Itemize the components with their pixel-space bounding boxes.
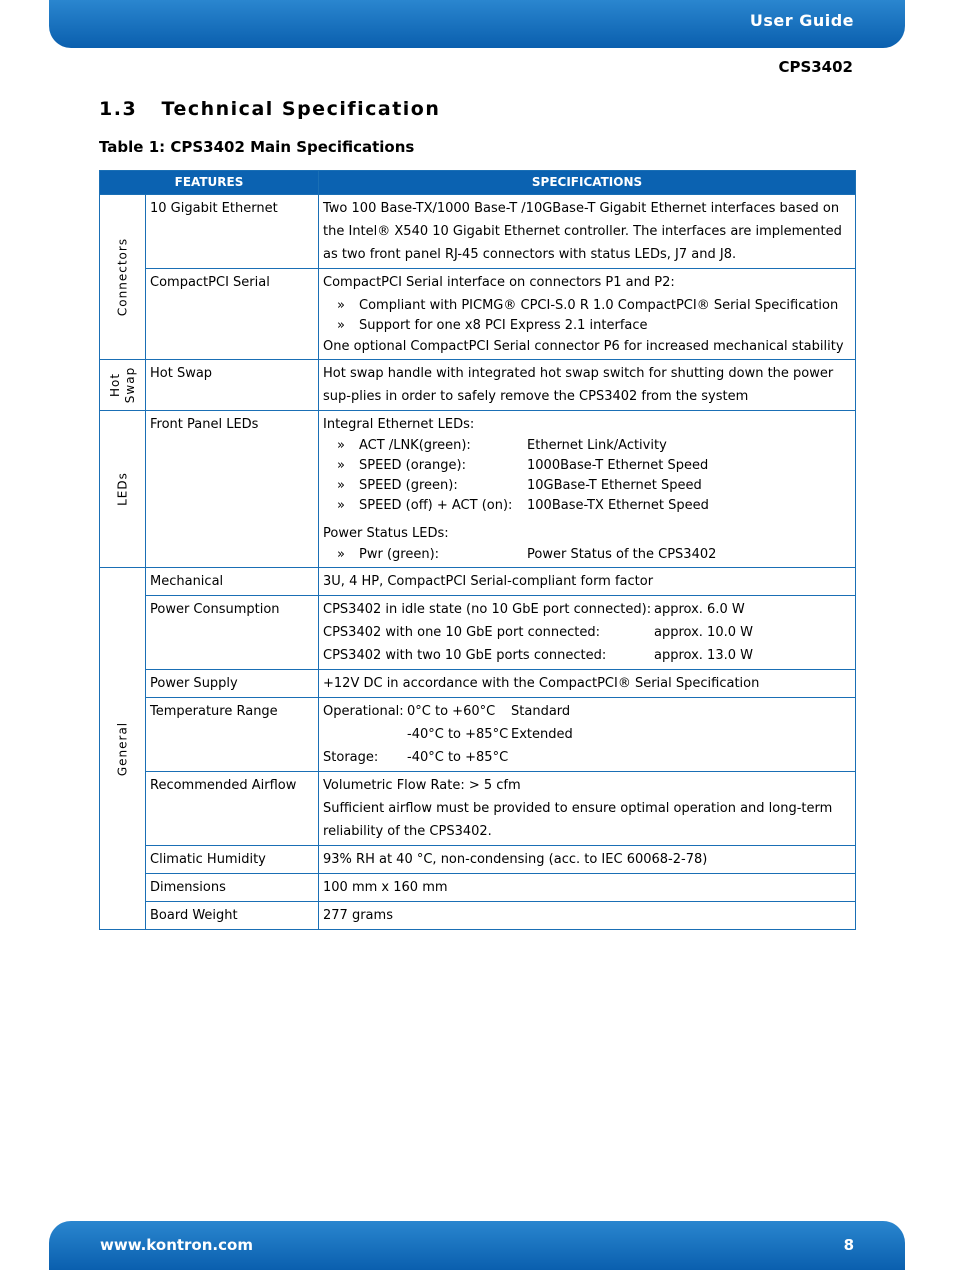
group-cell	[100, 360, 146, 411]
led-item: » Pwr (green): Power Status of the CPS3402	[323, 545, 851, 565]
bullet-glyph: »	[337, 318, 345, 333]
bullet-glyph: »	[337, 438, 345, 453]
table-row	[100, 269, 856, 360]
table-row	[100, 698, 856, 772]
table-row	[100, 596, 856, 670]
temperature-line: -40°C to +85°C Extended	[407, 727, 573, 742]
group-label-general: General	[115, 721, 129, 776]
section-name: Technical Specification	[161, 98, 441, 120]
table-row	[100, 195, 856, 269]
spec-cell: 93% RH at 40 °C, non-condensing (acc. to IEC 60068-2-78)	[319, 846, 856, 874]
table-row	[100, 846, 856, 874]
led-item: » ACT /LNK(green): Ethernet Link/Activity	[323, 436, 851, 456]
features-column-header: FEATURES	[100, 171, 319, 195]
spec-cell	[319, 772, 856, 846]
power-line: CPS3402 with two 10 GbE ports connected: approx. 13.0 W	[323, 648, 753, 663]
spec-cell: +12V DC in accordance with the CompactPCI® Serial Specification	[319, 670, 856, 698]
feature-cell: Mechanical	[146, 568, 319, 596]
spec-cell	[319, 596, 856, 670]
spec-cell: 100 mm x 160 mm	[319, 874, 856, 902]
footer-website-link[interactable]: www.kontron.com	[100, 1236, 253, 1254]
feature-cell: Climatic Humidity	[146, 846, 319, 874]
bullet-glyph: »	[337, 498, 345, 513]
table-row	[100, 568, 856, 596]
table-row	[100, 772, 856, 846]
table-row	[100, 874, 856, 902]
group-label-connectors: Connectors	[115, 237, 129, 317]
power-line: CPS3402 in idle state (no 10 GbE port connected): approx. 6.0 W	[323, 602, 745, 617]
feature-cell: Recommended Airflow	[146, 772, 319, 846]
led-item: » SPEED (off) + ACT (on): 100Base-TX Ethernet Speed	[323, 496, 851, 516]
spec-cell	[319, 411, 856, 568]
table-row	[100, 411, 856, 568]
spec-cell: Two 100 Base-TX/1000 Base-T /10GBase-T Gigabit Ethernet interfaces based on the Intel® X540 10 Gigabit Ethernet controller. The interfaces are implemented as two front panel RJ-45 connectors with status LEDs, J7 and J8.	[319, 195, 856, 269]
group-cell	[100, 411, 146, 568]
temperature-line: Operational: 0°C to +60°C Standard	[323, 704, 571, 719]
feature-cell: Power Consumption	[146, 596, 319, 670]
header-title: User Guide	[749, 11, 854, 30]
table-row	[100, 670, 856, 698]
bullet-glyph: »	[337, 298, 345, 313]
specifications-column-header: SPECIFICATIONS	[319, 171, 856, 195]
feature-cell: CompactPCI Serial	[146, 269, 319, 360]
spec-outro: One optional CompactPCI Serial connector P6 for increased mechanical stability	[323, 339, 844, 354]
specifications-table	[99, 170, 856, 930]
led-heading-ethernet: Integral Ethernet LEDs:	[323, 417, 475, 432]
group-cell	[100, 568, 146, 930]
feature-cell: Temperature Range	[146, 698, 319, 772]
led-heading-power: Power Status LEDs:	[323, 526, 449, 541]
table-caption: Table 1: CPS3402 Main Specifications	[99, 138, 415, 156]
temperature-line: Storage: -40°C to +85°C	[323, 750, 509, 765]
feature-cell: 10 Gigabit Ethernet	[146, 195, 319, 269]
group-cell	[100, 195, 146, 360]
document-id: CPS3402	[778, 58, 853, 76]
bullet-item: » Compliant with PICMG® CPCI-S.0 R 1.0 CompactPCI® Serial Specification	[323, 296, 851, 316]
table-header-row	[100, 171, 856, 195]
bullet-glyph: »	[337, 458, 345, 473]
feature-cell: Board Weight	[146, 902, 319, 930]
power-line: CPS3402 with one 10 GbE port connected: approx. 10.0 W	[323, 625, 753, 640]
header-bar	[49, 0, 905, 48]
spec-cell	[319, 269, 856, 360]
group-label-leds: LEDs	[115, 472, 129, 506]
bullet-glyph: »	[337, 547, 345, 562]
spec-cell: Hot swap handle with integrated hot swap switch for shutting down the power sup-plies in order to safely remove the CPS3402 from the system	[319, 360, 856, 411]
footer-bar	[49, 1221, 905, 1270]
spec-cell	[319, 698, 856, 772]
airflow-note: Sufficient airflow must be provided to ensure optimal operation and long-term reliability of the CPS3402.	[323, 801, 833, 839]
bullet-item: » Support for one x8 PCI Express 2.1 interface	[323, 316, 851, 336]
spec-cell: 3U, 4 HP, CompactPCI Serial-compliant form factor	[319, 568, 856, 596]
bullet-glyph: »	[337, 478, 345, 493]
feature-cell: Hot Swap	[146, 360, 319, 411]
table-row	[100, 902, 856, 930]
group-label-hot-swap: Hot Swap	[107, 366, 137, 404]
feature-cell: Front Panel LEDs	[146, 411, 319, 568]
section-number: 1.3	[99, 98, 138, 120]
spec-intro: CompactPCI Serial interface on connectors P1 and P2:	[323, 275, 675, 290]
airflow-rate: Volumetric Flow Rate: > 5 cfm	[323, 778, 521, 793]
led-item: » SPEED (orange): 1000Base-T Ethernet Speed	[323, 456, 851, 476]
feature-cell: Dimensions	[146, 874, 319, 902]
feature-cell: Power Supply	[146, 670, 319, 698]
table-row	[100, 360, 856, 411]
spec-cell: 277 grams	[319, 902, 856, 930]
page-number: 8	[843, 1236, 854, 1254]
led-item: » SPEED (green): 10GBase-T Ethernet Speed	[323, 476, 851, 496]
section-title	[99, 98, 440, 120]
